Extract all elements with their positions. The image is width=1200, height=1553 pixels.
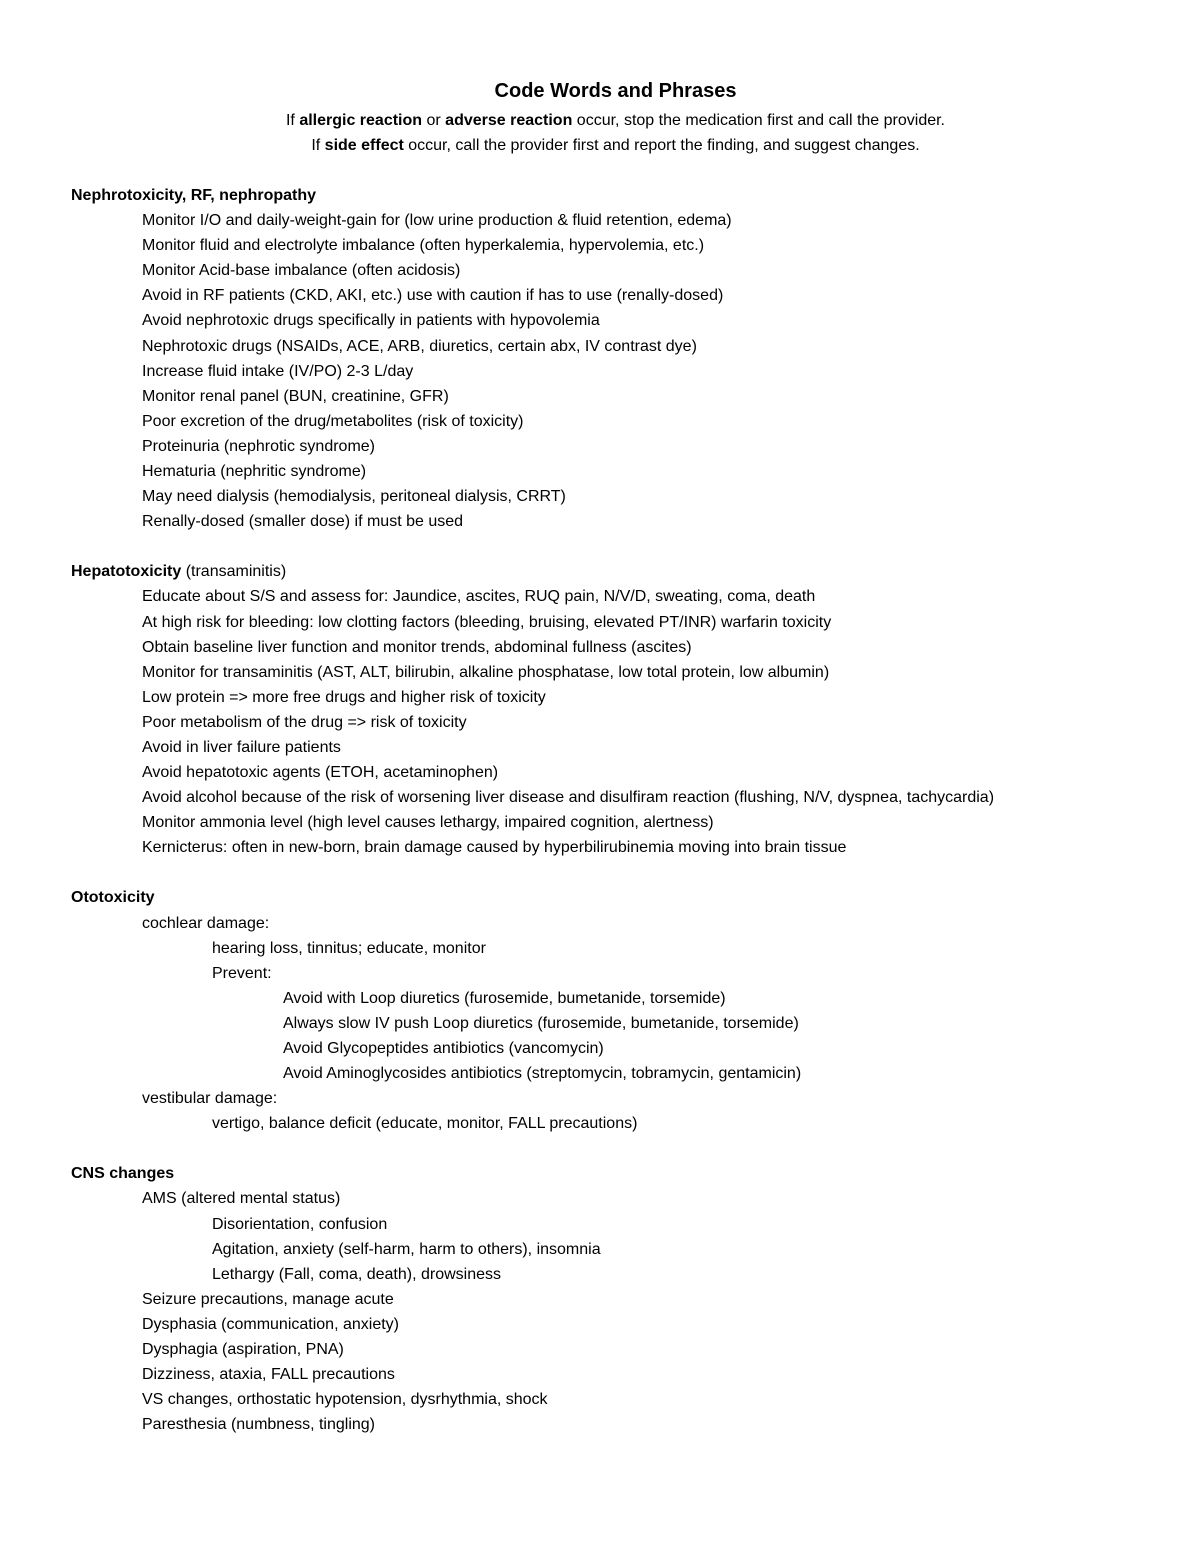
section-heading-bold: Ototoxicity	[71, 889, 155, 907]
intro-line-1	[71, 108, 1100, 133]
list-item: Proteinuria (nephrotic syndrome)	[142, 437, 375, 455]
list-item: Increase fluid intake (IV/PO) 2-3 L/day	[142, 362, 414, 380]
list-item: Lethargy (Fall, coma, death), drowsiness	[212, 1265, 502, 1283]
list-item: Dizziness, ataxia, FALL precautions	[142, 1366, 395, 1384]
list-item: Avoid alcohol because of the risk of worsening liver disease and disulfiram reaction (flushing, N/V, dyspnea, tachycardia)	[142, 789, 995, 807]
list-item: Agitation, anxiety (self-harm, harm to others), insomnia	[212, 1240, 601, 1258]
intro-side-effect: side effect	[324, 137, 404, 154]
list-item: Avoid hepatotoxic agents (ETOH, acetaminophen)	[142, 764, 499, 782]
cochlear-signs: hearing loss, tinnitus; educate, monitor	[212, 939, 486, 957]
list-item: Renally-dosed (smaller dose) if must be used	[142, 513, 464, 531]
list-item: Hematuria (nephritic syndrome)	[142, 463, 367, 481]
list-item: May need dialysis (hemodialysis, peritoneal dialysis, CRRT)	[142, 488, 566, 506]
list-item: Kernicterus: often in new-born, brain damage caused by hyperbilirubinemia moving into brain tissue	[142, 839, 847, 857]
prevent-label: Prevent:	[212, 964, 272, 982]
list-item: Paresthesia (numbness, tingling)	[142, 1416, 376, 1434]
list-item: Always slow IV push Loop diuretics (furosemide, bumetanide, torsemide)	[283, 1014, 799, 1032]
ams-label: AMS (altered mental status)	[142, 1190, 341, 1208]
section-heading	[71, 1161, 1100, 1186]
list-item: Monitor Acid-base imbalance (often acidosis)	[142, 262, 461, 280]
list-item: Avoid with Loop diuretics (furosemide, bumetanide, torsemide)	[283, 989, 726, 1007]
intro-line-2-pre: If	[311, 137, 325, 154]
list-item: Avoid in RF patients (CKD, AKI, etc.) use with caution if has to use (renally-dosed)	[142, 287, 724, 305]
list-item: At high risk for bleeding: low clotting factors (bleeding, bruising, elevated PT/INR) warfarin toxicity	[142, 613, 832, 631]
intro-line-2	[71, 133, 1100, 158]
list-item: Monitor fluid and electrolyte imbalance (often hyperkalemia, hypervolemia, etc.)	[142, 237, 705, 255]
list-item: Educate about S/S and assess for: Jaundice, ascites, RUQ pain, N/V/D, sweating, coma, death	[142, 588, 816, 606]
list-item: Avoid nephrotoxic drugs specifically in patients with hypovolemia	[142, 312, 600, 330]
section-nephrotoxicity	[71, 183, 1100, 534]
intro-allergic-reaction: allergic reaction	[299, 112, 423, 129]
section-cns-changes	[71, 1161, 1100, 1437]
vestibular-signs: vertigo, balance deficit (educate, monitor, FALL precautions)	[212, 1115, 638, 1133]
list-item: Obtain baseline liver function and monitor trends, abdominal fullness (ascites)	[142, 638, 692, 656]
section-heading	[71, 183, 1100, 208]
section-heading-rest: (transaminitis)	[181, 563, 287, 581]
page-title: Code Words and Phrases	[494, 80, 737, 102]
list-item: Monitor for transaminitis (AST, ALT, bilirubin, alkaline phosphatase, low total protein, low albumin)	[142, 663, 830, 681]
list-item: Avoid in liver failure patients	[142, 738, 341, 756]
intro-adverse-reaction: adverse reaction	[445, 112, 573, 129]
section-ototoxicity	[71, 885, 1100, 1136]
section-heading-bold: CNS changes	[71, 1165, 175, 1183]
cochlear-damage-label: cochlear damage:	[142, 914, 270, 932]
section-heading	[71, 559, 1100, 584]
section-heading-bold: Nephrotoxicity, RF, nephropathy	[71, 187, 317, 204]
list-item: Avoid Glycopeptides antibiotics (vancomycin)	[283, 1040, 604, 1057]
list-item: VS changes, orthostatic hypotension, dysrhythmia, shock	[142, 1391, 548, 1409]
section-heading-bold: Hepatotoxicity	[71, 563, 182, 581]
list-item: Poor metabolism of the drug => risk of toxicity	[142, 713, 467, 731]
list-item: Monitor I/O and daily-weight-gain for (low urine production & fluid retention, edema)	[142, 212, 732, 230]
list-item: Avoid Aminoglycosides antibiotics (streptomycin, tobramycin, gentamicin)	[283, 1065, 802, 1083]
section-hepatotoxicity	[71, 559, 1100, 860]
list-item: Disorientation, confusion	[212, 1215, 388, 1233]
list-item: Poor excretion of the drug/metabolites (risk of toxicity)	[142, 412, 524, 430]
list-item: Low protein => more free drugs and higher risk of toxicity	[142, 688, 546, 706]
intro-line-1-post: occur, stop the medication first and call the provider.	[572, 112, 945, 129]
list-item: Dysphasia (communication, anxiety)	[142, 1315, 399, 1333]
list-item: Dysphagia (aspiration, PNA)	[142, 1341, 344, 1359]
list-item: Monitor renal panel (BUN, creatinine, GFR)	[142, 387, 449, 405]
list-item: Nephrotoxic drugs (NSAIDs, ACE, ARB, diuretics, certain abx, IV contrast dye)	[142, 337, 697, 355]
list-item: Monitor ammonia level (high level causes lethargy, impaired cognition, alertness)	[142, 814, 714, 832]
intro-line-1-mid: or	[422, 112, 446, 129]
section-heading	[71, 885, 1100, 910]
vestibular-damage-label: vestibular damage:	[142, 1090, 278, 1108]
intro-line-1-pre: If	[285, 112, 300, 129]
intro-line-2-post: occur, call the provider first and report the finding, and suggest changes.	[403, 137, 920, 154]
list-item: Seizure precautions, manage acute	[142, 1290, 394, 1308]
